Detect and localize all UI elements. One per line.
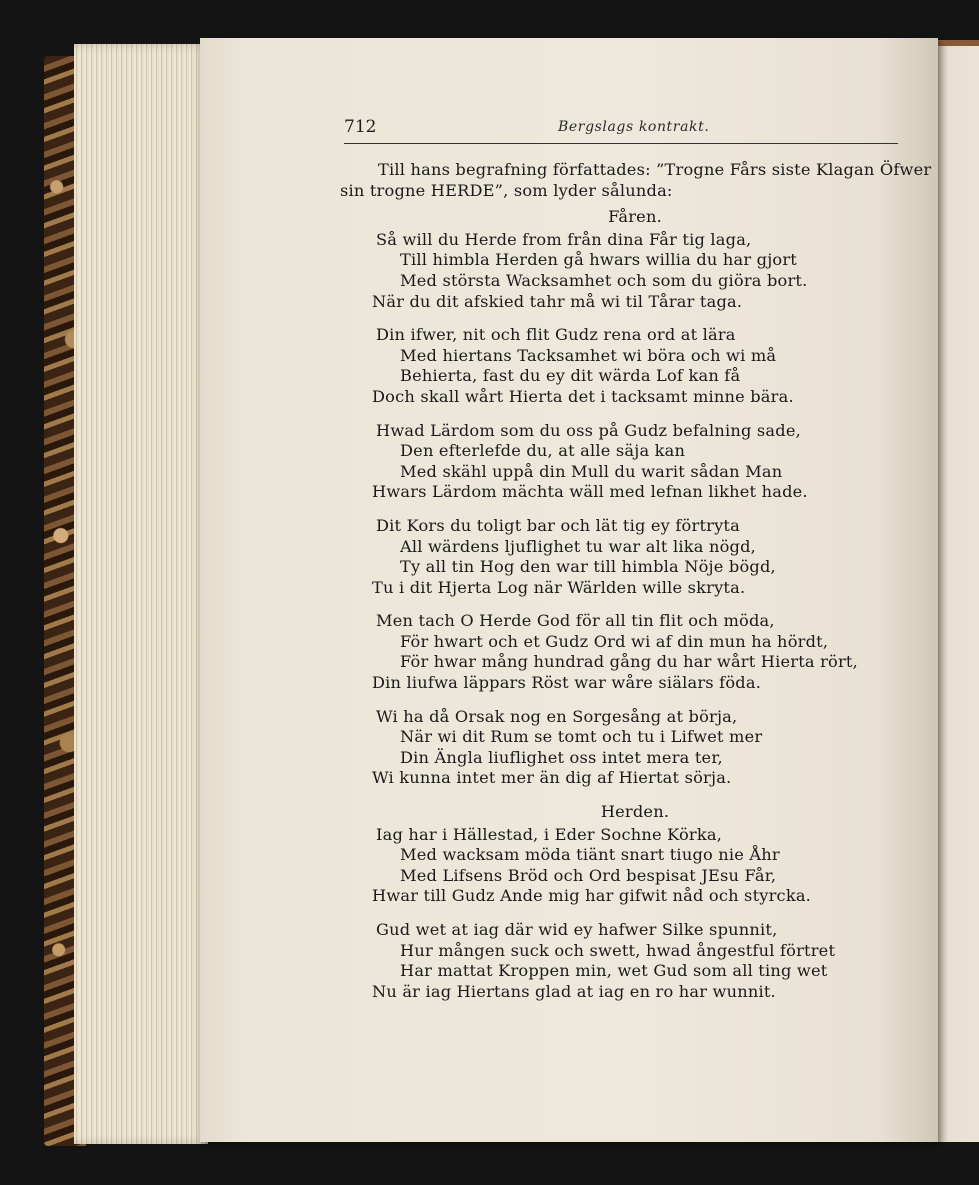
poem-line: Den efterlefde du, at alle säja kan	[400, 441, 686, 461]
intro-paragraph	[340, 160, 932, 201]
page-number: 712	[344, 117, 377, 137]
running-head: Bergslags kontrakt.	[558, 119, 710, 135]
poem-line: Din liufwa läppars Röst war wåre siälars föda.	[372, 673, 762, 693]
poem-stanza	[340, 516, 910, 598]
poem-line: För hwart och et Gudz Ord wi af din mun ha hördt,	[400, 631, 829, 651]
page-header	[344, 117, 898, 144]
poem-stanza	[340, 230, 910, 312]
poem-line: Med skähl uppå din Mull du warit sådan Man	[400, 461, 783, 481]
poem-line: Behierta, fast du ey dit wärda Lof kan få	[400, 366, 741, 386]
section-title-herden: Herden.	[600, 802, 670, 822]
poem-line: Gud wet at iag där wid ey hafwer Silke spunnit,	[376, 920, 778, 939]
poem-line: Med hiertans Tacksamhet wi böra och wi må	[400, 345, 777, 365]
poem-stanza	[340, 707, 910, 789]
poem-line: Din ifwer, nit och flit Gudz rena ord at lära	[376, 325, 736, 345]
poem-line: Har mattat Kroppen min, wet Gud som all ting wet	[400, 961, 828, 981]
page-edges	[74, 44, 208, 1144]
poem-stanza	[340, 825, 910, 907]
poem-line: Hur mången suck och swett, hwad ångestful förtret	[400, 940, 836, 960]
poem-line: Dit Kors du toligt bar och lät tig ey förtryta	[376, 515, 740, 535]
poem-line: Till himbla Herden gå hwars willia du har gjort	[400, 250, 798, 270]
poem-line: Wi ha då Orsak nog en Sorgesång at börja,	[376, 706, 738, 726]
poem-stanza	[340, 611, 910, 693]
poem-line: Doch skall wårt Hierta det i tacksamt minne bära.	[372, 386, 794, 406]
poem-line: Med största Wacksamhet och som du giöra bort.	[400, 270, 808, 290]
poem-line: Wi kunna intet mer än dig af Hiertat sörja.	[372, 768, 732, 788]
poem-stanza	[340, 421, 910, 503]
poem-line: Men tach O Herde God för all tin flit och möda,	[376, 611, 775, 631]
poem-line: Med wacksam möda tiänt snart tiugo nie Åhr	[400, 845, 780, 865]
poem-line: När wi dit Rum se tomt och tu i Lifwet mer	[400, 727, 763, 747]
poem-line: Ty all tin Hog den war till himbla Nöje bögd,	[400, 557, 776, 577]
poem-line: Med Lifsens Bröd och Ord bespisat JEsu Får,	[400, 865, 777, 885]
section-title-faren: Fåren.	[608, 207, 662, 227]
poem-line: Hwad Lärdom som du oss på Gudz befalning sade,	[376, 420, 801, 440]
poem-line: Tu i dit Hjerta Log när Wärlden wille skryta.	[372, 577, 746, 597]
poem-line: Hwar till Gudz Ande mig har gifwit nåd och styrcka.	[372, 886, 812, 906]
poem-line: Hwars Lärdom mächta wäll med lefnan likhet hade.	[372, 482, 808, 502]
facing-page	[936, 46, 979, 1142]
poem-line: För hwar mång hundrad gång du har wårt Hierta rört,	[400, 652, 858, 672]
poem-line: Så will du Herde from från dina Får tig laga,	[376, 229, 752, 249]
poem-line: När du dit afskied tahr må wi til Tårar taga.	[372, 291, 743, 311]
poem-line: Iag har i Hällestad, i Eder Sochne Körka,	[376, 824, 723, 844]
poem-line: All wärdens ljuflighet tu war alt lika nögd,	[400, 536, 756, 556]
intro-line: sin trogne HERDE”, som lyder sålunda:	[340, 180, 673, 200]
poem-line: Din Ängla liuflighet oss intet mera ter,	[400, 747, 723, 767]
intro-line: Till hans begrafning författades: ”Trogne Fårs siste Klagan Öfwer	[378, 160, 932, 179]
poem-stanza	[340, 325, 910, 407]
page-text	[340, 160, 932, 1015]
poem-stanza	[340, 920, 910, 1002]
poem-line: Nu är iag Hiertans glad at iag en ro har wunnit.	[372, 981, 776, 1001]
